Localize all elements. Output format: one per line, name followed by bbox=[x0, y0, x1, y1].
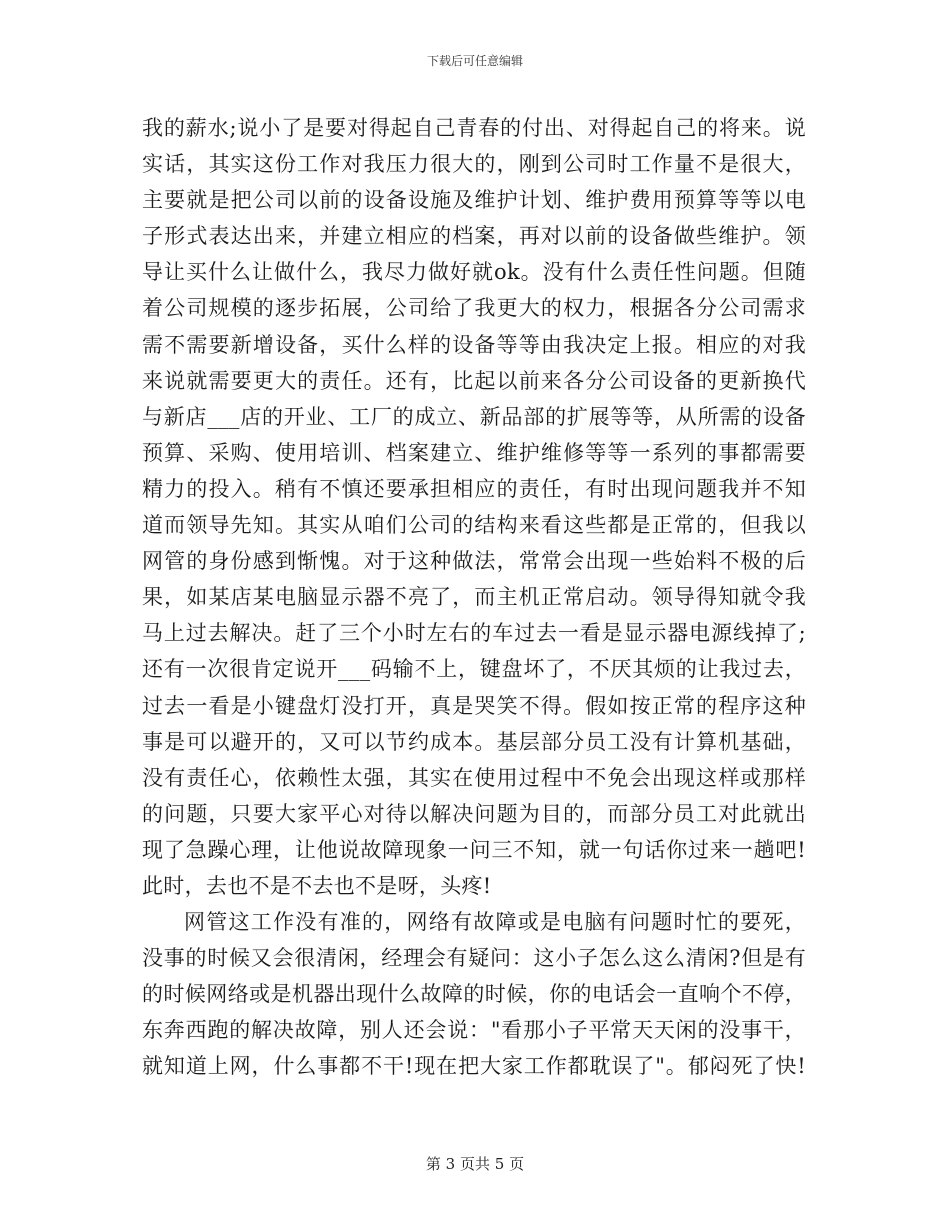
paragraph bbox=[142, 904, 806, 1084]
text-line: 预算、采购、使用培训、档案建立、维护维修等等一系列的事都需要 bbox=[142, 440, 806, 465]
text-line: 就知道上网，什么事都不干!现在把大家工作都耽误了"。郁闷死了快! bbox=[142, 1054, 806, 1079]
text-line: 精力的投入。稍有不慎还要承担相应的责任，有时出现问题我并不知 bbox=[142, 476, 806, 501]
text-line: 此时，去也不是不去也不是呀，头疼! bbox=[142, 873, 492, 898]
text-line: 实话，其实这份工作对我压力很大的，刚到公司时工作量不是很大， bbox=[142, 152, 806, 177]
page-number: 第 3 页共 5 页 bbox=[425, 1155, 525, 1173]
text-line: 马上过去解决。赶了三个小时左右的车过去一看是显示器电源线掉了; bbox=[142, 621, 806, 646]
text-line: 来说就需要更大的责任。还有，比起以前来各分公司设备的更新换代 bbox=[142, 368, 806, 393]
text-line: 需不需要新增设备，买什么样的设备等等由我决定上报。相应的对我 bbox=[142, 332, 806, 357]
text-line: 着公司规模的逐步拓展，公司给了我更大的权力，根据各分公司需求 bbox=[142, 296, 806, 321]
text-line: 网管这工作没有准的，网络有故障或是电脑有问题时忙的要死， bbox=[184, 910, 806, 935]
text-line: 导让买什么让做什么，我尽力做好就ok。没有什么责任性问题。但随 bbox=[142, 260, 806, 285]
page-header: 下载后可任意编辑 bbox=[426, 54, 523, 68]
text-line: 没事的时候又会很清闲，经理会有疑问：这小子怎么这么清闲?但是有 bbox=[142, 946, 806, 971]
text-line: 子形式表达出来，并建立相应的档案，再对以前的设备做些维护。领 bbox=[142, 224, 806, 249]
text-line: 果，如某店某电脑显示器不亮了，而主机正常启动。领导得知就令我 bbox=[142, 585, 806, 610]
text-line: 事是可以避开的，又可以节约成本。基层部分员工没有计算机基础， bbox=[142, 729, 806, 754]
text-line: 还有一次很肯定说开___码输不上，键盘坏了，不厌其烦的让我过去， bbox=[142, 657, 806, 682]
text-line: 的时候网络或是机器出现什么故障的时候，你的电话会一直响个不停， bbox=[142, 982, 806, 1007]
text-line: 网管的身份感到惭愧。对于这种做法，常常会出现一些始料不极的后 bbox=[142, 549, 806, 574]
paragraph bbox=[142, 110, 806, 904]
text-line: 没有责任心，依赖性太强，其实在使用过程中不免会出现这样或那样 bbox=[142, 765, 806, 790]
text-line: 东奔西跑的解决故障，别人还会说："看那小子平常天天闲的没事干， bbox=[142, 1018, 806, 1043]
text-line: 主要就是把公司以前的设备设施及维护计划、维护费用预算等等以电 bbox=[142, 188, 806, 213]
text-line: 现了急躁心理，让他说故障现象一问三不知，就一句话你过来一趟吧! bbox=[142, 837, 806, 862]
text-line: 过去一看是小键盘灯没打开，真是哭笑不得。假如按正常的程序这种 bbox=[142, 693, 806, 718]
document-body bbox=[142, 110, 806, 1085]
text-line: 与新店___店的开业、工厂的成立、新品部的扩展等等，从所需的设备 bbox=[142, 404, 806, 429]
text-line: 的问题，只要大家平心对待以解决问题为目的，而部分员工对此就出 bbox=[142, 801, 806, 826]
text-line: 道而领导先知。其实从咱们公司的结构来看这些都是正常的，但我以 bbox=[142, 513, 806, 538]
text-line: 我的薪水;说小了是要对得起自己青春的付出、对得起自己的将来。说 bbox=[142, 116, 806, 140]
